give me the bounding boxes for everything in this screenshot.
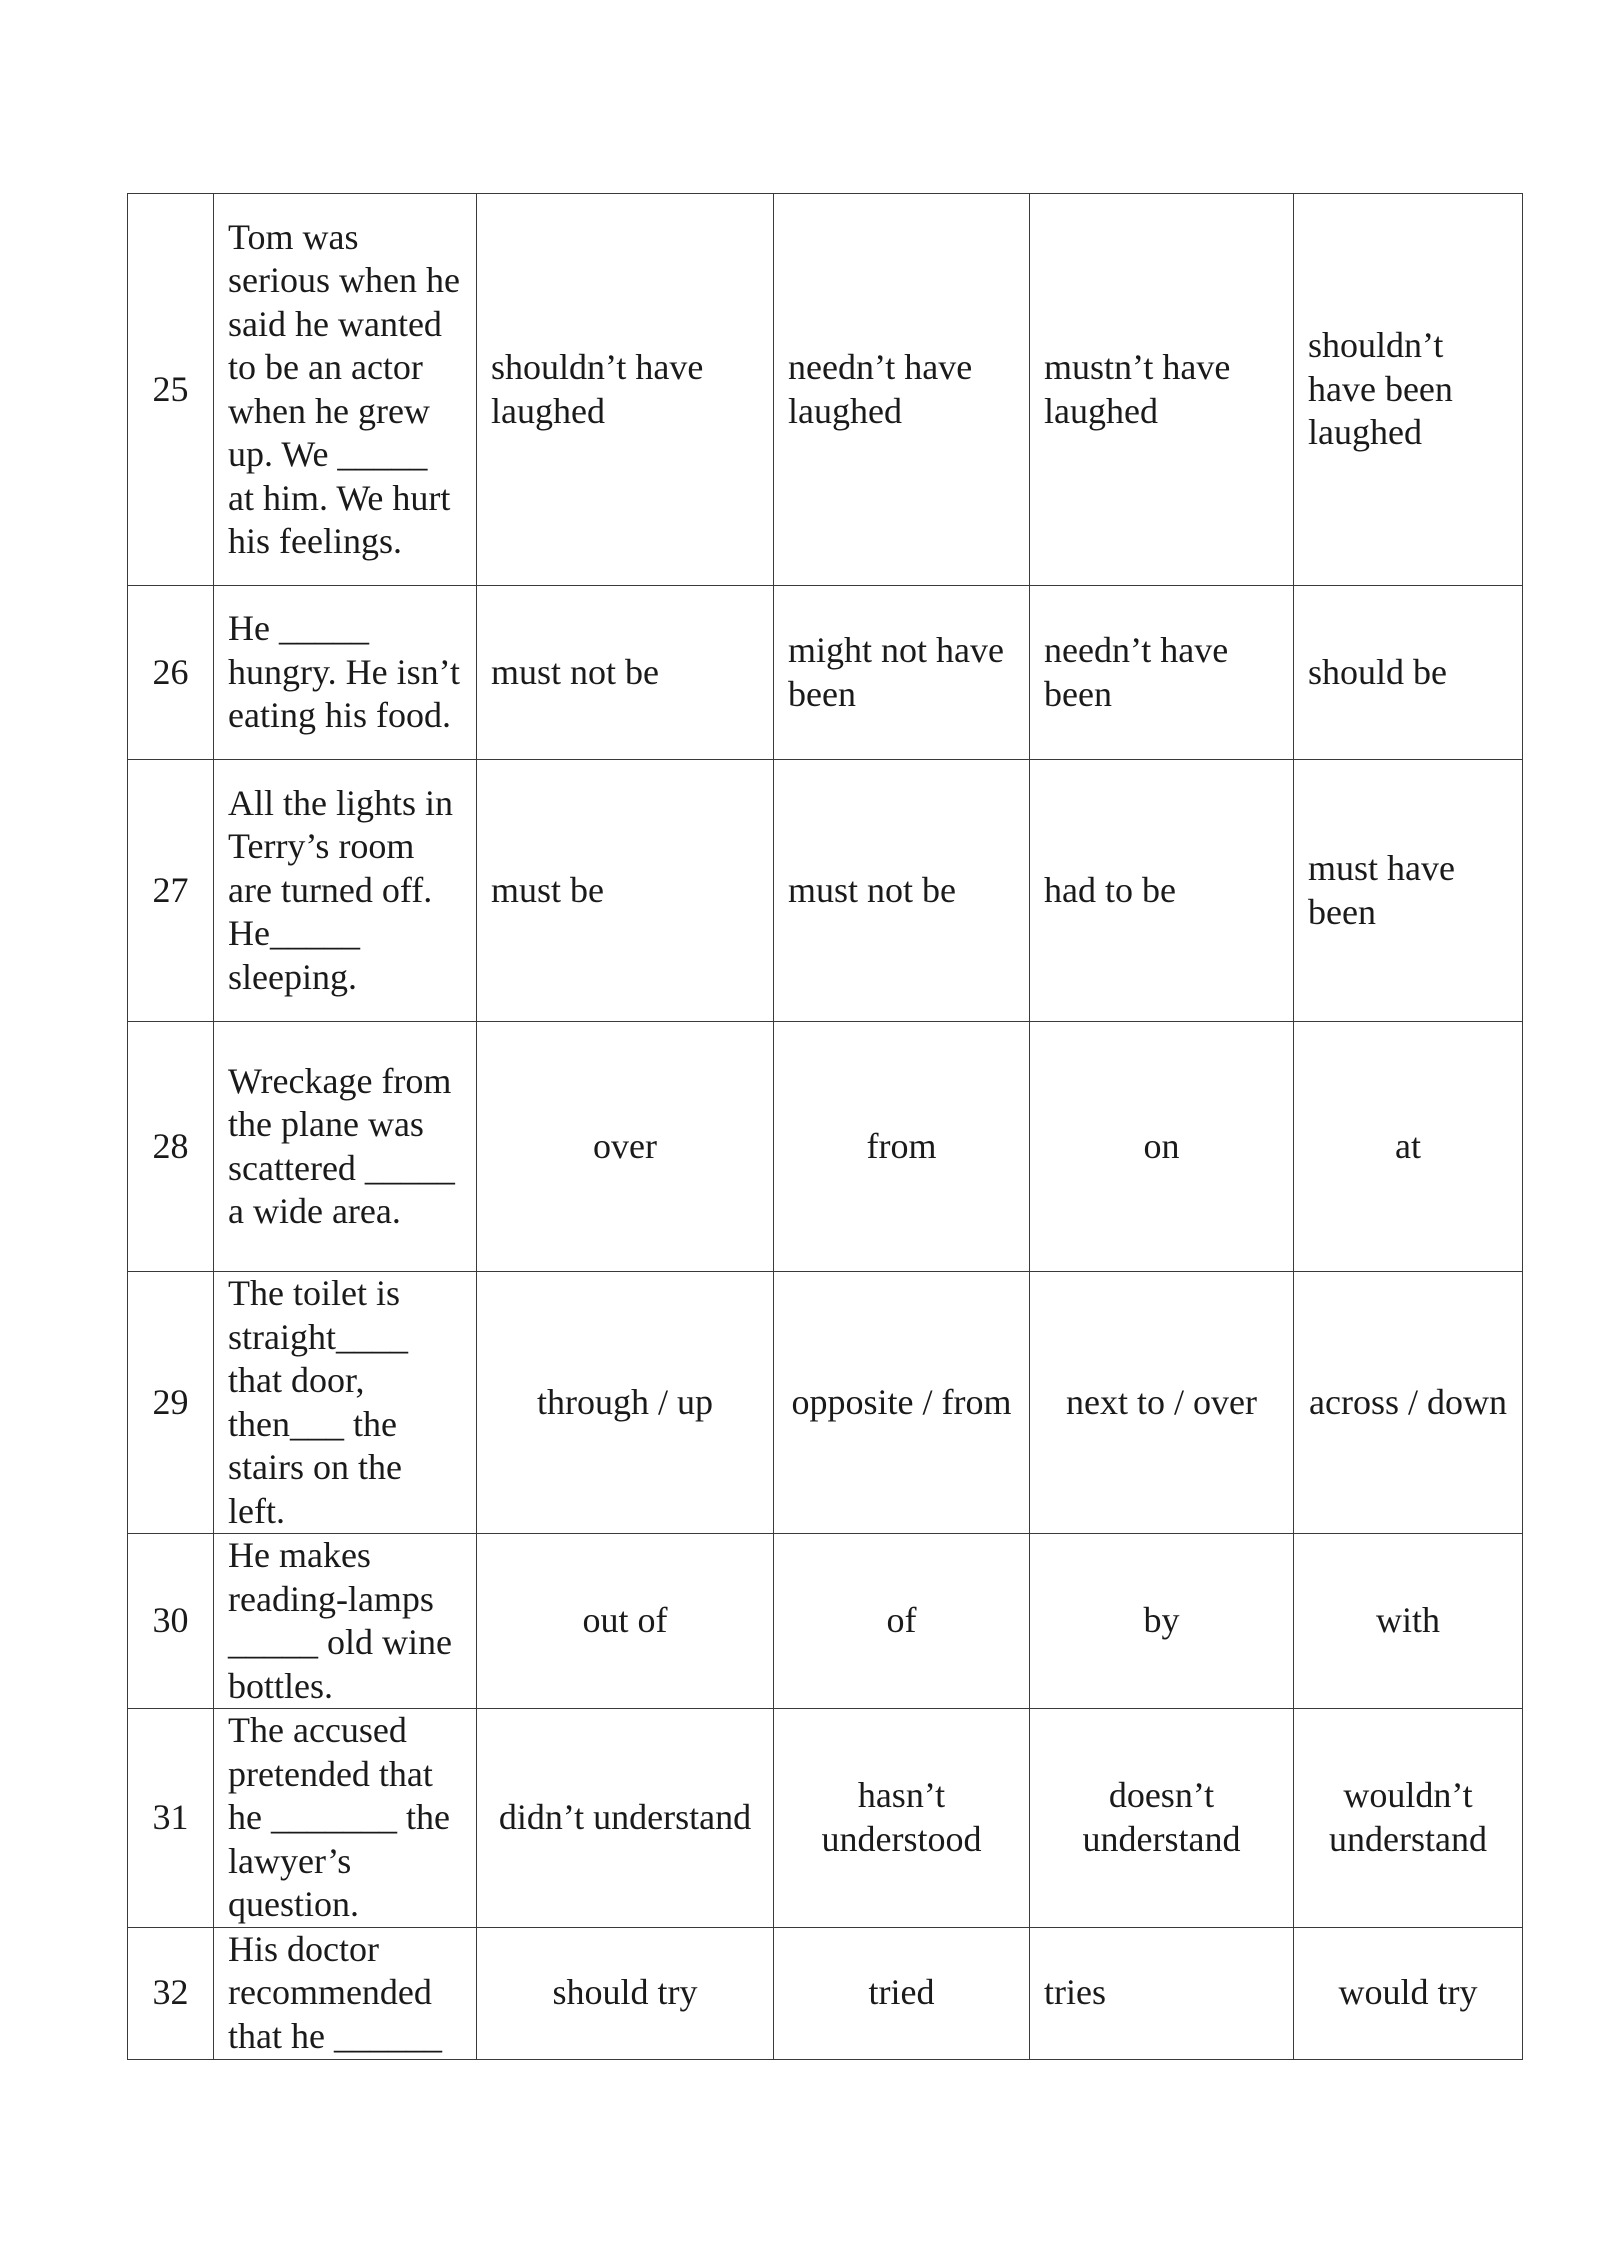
option-d: would try xyxy=(1294,1927,1523,2059)
question-stem: All the lights in Terry’s room are turned off. He_____ sleeping. xyxy=(214,760,477,1022)
option-a: must be xyxy=(477,760,774,1022)
question-table xyxy=(127,193,1523,2060)
question-stem: His doctor recommended that he ______ xyxy=(214,1927,477,2059)
question-number: 28 xyxy=(128,1022,214,1272)
option-c: mustn’t have laughed xyxy=(1030,194,1294,586)
question-stem: Wreckage from the plane was scattered _____ a wide area. xyxy=(214,1022,477,1272)
option-a: should try xyxy=(477,1927,774,2059)
option-b: from xyxy=(774,1022,1030,1272)
option-d: must have been xyxy=(1294,760,1523,1022)
option-b: tried xyxy=(774,1927,1030,2059)
option-d: with xyxy=(1294,1534,1523,1709)
option-b: of xyxy=(774,1534,1030,1709)
option-c: doesn’t understand xyxy=(1030,1709,1294,1928)
question-number: 30 xyxy=(128,1534,214,1709)
option-a: must not be xyxy=(477,586,774,760)
option-a: through / up xyxy=(477,1272,774,1534)
option-c: needn’t have been xyxy=(1030,586,1294,760)
option-c: on xyxy=(1030,1022,1294,1272)
question-number: 32 xyxy=(128,1927,214,2059)
option-a: out of xyxy=(477,1534,774,1709)
option-c: by xyxy=(1030,1534,1294,1709)
option-c: next to / over xyxy=(1030,1272,1294,1534)
table-row xyxy=(128,1022,1523,1272)
table-row xyxy=(128,1534,1523,1709)
question-number: 31 xyxy=(128,1709,214,1928)
table-row xyxy=(128,194,1523,586)
option-b: opposite / from xyxy=(774,1272,1030,1534)
question-stem: The accused pretended that he _______ the lawyer’s question. xyxy=(214,1709,477,1928)
option-d: at xyxy=(1294,1022,1523,1272)
option-d: should be xyxy=(1294,586,1523,760)
question-stem: The toilet is straight____ that door, then___ the stairs on the left. xyxy=(214,1272,477,1534)
table-row xyxy=(128,586,1523,760)
table-row xyxy=(128,760,1523,1022)
option-d: across / down xyxy=(1294,1272,1523,1534)
table-row xyxy=(128,1272,1523,1534)
question-number: 27 xyxy=(128,760,214,1022)
option-b: might not have been xyxy=(774,586,1030,760)
question-number: 25 xyxy=(128,194,214,586)
option-a: shouldn’t have laughed xyxy=(477,194,774,586)
option-a: didn’t understand xyxy=(477,1709,774,1928)
option-b: needn’t have laughed xyxy=(774,194,1030,586)
option-c: tries xyxy=(1030,1927,1294,2059)
option-c: had to be xyxy=(1030,760,1294,1022)
option-d: wouldn’t understand xyxy=(1294,1709,1523,1928)
question-stem: Tom was serious when he said he wanted to be an actor when he grew up. We _____ at him. We hurt his feelings. xyxy=(214,194,477,586)
table-row xyxy=(128,1927,1523,2059)
option-b: hasn’t understood xyxy=(774,1709,1030,1928)
table-row xyxy=(128,1709,1523,1928)
question-number: 26 xyxy=(128,586,214,760)
question-stem: He _____ hungry. He isn’t eating his food. xyxy=(214,586,477,760)
option-a: over xyxy=(477,1022,774,1272)
option-b: must not be xyxy=(774,760,1030,1022)
option-d: shouldn’t have been laughed xyxy=(1294,194,1523,586)
question-stem: He makes reading-lamps _____ old wine bottles. xyxy=(214,1534,477,1709)
question-number: 29 xyxy=(128,1272,214,1534)
